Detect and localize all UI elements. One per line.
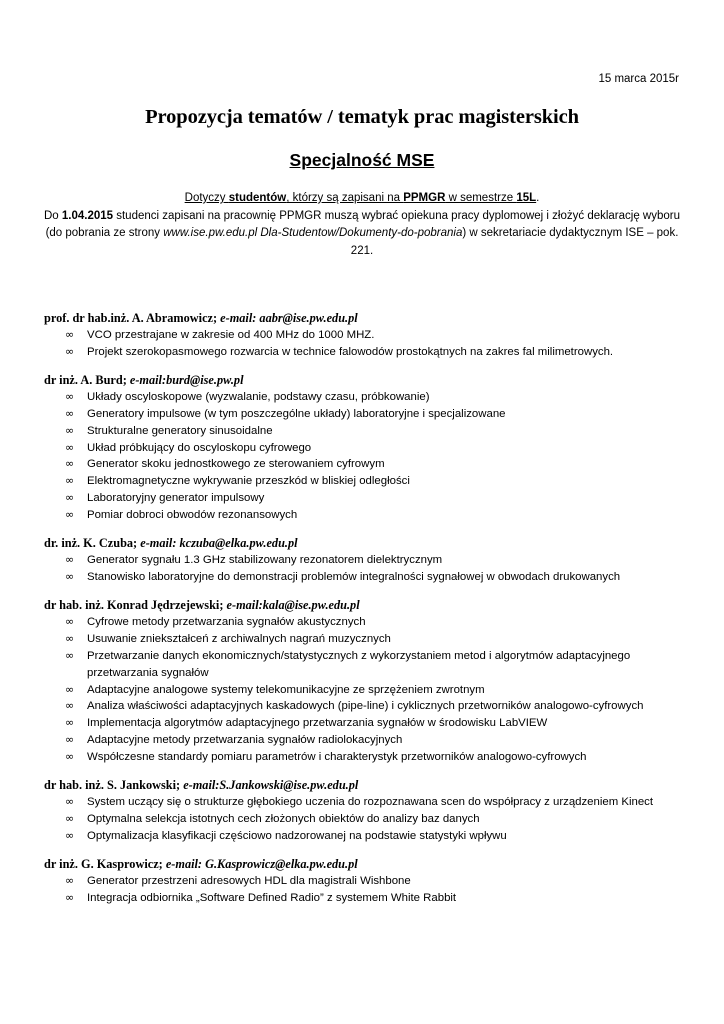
topic-text: Optymalna selekcja istotnych cech złożonych obiektów do analizy baz danych xyxy=(87,812,480,825)
infinity-bullet-icon: ∞ xyxy=(65,491,75,505)
infinity-bullet-icon: ∞ xyxy=(65,344,75,358)
topic-text: Projekt szerokopasmowego rozwarcia w technice falowodów prostokątnych na zakres fal milimetrowych. xyxy=(87,345,614,358)
infinity-bullet-icon: ∞ xyxy=(65,474,75,488)
supervisor-section xyxy=(44,371,694,534)
topic-item xyxy=(44,614,694,631)
intro-paragraph xyxy=(40,190,684,260)
supervisor-heading xyxy=(44,776,694,794)
topic-text: Usuwanie zniekształceń z archiwalnych nagrań muzycznych xyxy=(87,632,391,645)
topic-text: Generator sygnału 1.3 GHz stabilizowany rezonatorem dielektrycznym xyxy=(87,554,443,567)
topic-text: Adaptacyjne metody przetwarzania sygnałów radiolokacyjnych xyxy=(87,734,403,747)
topic-text: Optymalizacja klasyfikacji częściowo nadzorowanej na podstawie statystyki wpływu xyxy=(87,829,507,842)
infinity-bullet-icon: ∞ xyxy=(65,423,75,437)
topic-item xyxy=(44,749,694,766)
intro-website-path: www.ise.pw.edu.pl Dla-Studentow/Dokumenty-do-pobrania xyxy=(163,227,463,239)
topic-text: Generatory impulsowe (w tym poszczególne układy) laboratoryjne i specjalizowane xyxy=(87,407,506,420)
intro-text: ) w sekretariacie dydaktycznym ISE – pok. 221. xyxy=(350,227,679,257)
topic-text: Elektromagnetyczne wykrywanie przeszkód w bliskiej odległości xyxy=(87,475,410,488)
supervisor-heading xyxy=(44,371,694,389)
topic-item xyxy=(44,698,694,715)
topic-item xyxy=(44,873,694,890)
topic-text: Strukturalne generatory sinusoidalne xyxy=(87,424,273,437)
topic-item xyxy=(44,552,694,569)
topic-text: Integracja odbiornika „Software Defined Radio” z systemem White Rabbit xyxy=(87,891,457,904)
topic-text: Współczesne standardy pomiaru parametrów i charakterystyk przetworników analogowo-cyfrowych xyxy=(87,751,587,764)
topic-item xyxy=(44,890,694,907)
supervisor-email: e-mail: aabr@ise.pw.edu.pl xyxy=(220,311,358,325)
topic-text: Przetwarzanie danych ekonomicznych/statystycznych z wykorzystaniem metod i algorytmów adaptacyjnego przetwarzania sygnałów xyxy=(87,649,631,679)
intro-text: w semestrze xyxy=(445,192,517,204)
supervisor-email: e-mail: G.Kasprowicz@elka.pw.edu.pl xyxy=(165,856,358,871)
supervisor-name: dr hab. inż. S. Jankowski; xyxy=(44,778,184,793)
topic-item xyxy=(44,631,694,648)
topic-text: Laboratoryjny generator impulsowy xyxy=(87,492,265,505)
supervisor-name: dr inż. G. Kasprowicz; xyxy=(44,856,166,871)
infinity-bullet-icon: ∞ xyxy=(65,328,75,341)
supervisor-section xyxy=(44,596,694,776)
infinity-bullet-icon: ∞ xyxy=(65,569,75,583)
infinity-bullet-icon: ∞ xyxy=(65,828,75,842)
supervisor-section xyxy=(44,534,694,596)
infinity-bullet-icon: ∞ xyxy=(65,716,75,730)
topic-item xyxy=(44,327,694,344)
topic-item xyxy=(44,344,694,361)
topic-item xyxy=(44,682,694,699)
topic-item xyxy=(44,423,694,440)
intro-text: . xyxy=(536,192,540,204)
infinity-bullet-icon: ∞ xyxy=(65,873,75,887)
topic-item xyxy=(44,456,694,473)
topic-text: Generator przestrzeni adresowych HDL dla magistrali Wishbone xyxy=(87,874,411,887)
supervisor-email: e-mail:S.Jankowski@ise.pw.edu.pl xyxy=(183,778,359,793)
infinity-bullet-icon: ∞ xyxy=(65,631,75,645)
specialty-subtitle: Specjalność MSE xyxy=(289,150,435,170)
infinity-bullet-icon: ∞ xyxy=(65,682,75,696)
supervisor-section xyxy=(44,776,694,855)
supervisor-email: e-mail: kczuba@elka.pw.edu.pl xyxy=(140,536,298,551)
intro-line-1 xyxy=(40,190,684,208)
section-gap xyxy=(44,766,694,776)
topics-list xyxy=(44,794,694,845)
intro-text: Dotyczy xyxy=(184,192,229,204)
infinity-bullet-icon: ∞ xyxy=(65,553,75,567)
topic-item xyxy=(44,440,694,457)
topics-list xyxy=(44,873,694,907)
topic-item xyxy=(44,715,694,732)
topic-text: Adaptacyjne analogowe systemy telekomunikacyjne ze sprzężeniem zwrotnym xyxy=(87,683,485,696)
supervisor-name: prof. dr hab.inż. A. Abramowicz; xyxy=(44,311,221,325)
topic-text: Generator skoku jednostkowego ze sterowaniem cyfrowym xyxy=(87,458,385,471)
infinity-bullet-icon: ∞ xyxy=(65,648,75,662)
topic-text: VCO przestrajane w zakresie od 400 MHz do 1000 MHZ. xyxy=(87,329,375,341)
infinity-bullet-icon: ∞ xyxy=(65,699,75,713)
topic-item xyxy=(44,569,694,586)
topic-text: Układy oscyloskopowe (wyzwalanie, podstawy czasu, próbkowanie) xyxy=(87,390,430,403)
topic-text: System uczący się o strukturze głębokiego uczenia do rozpoznawana scen do współpracy z urządzeniem Kinect xyxy=(87,796,654,809)
topic-text: Implementacja algorytmów adaptacyjnego przetwarzania sygnałów w środowisku LabVIEW xyxy=(87,717,548,730)
intro-text: , którzy są zapisani na xyxy=(286,192,404,204)
topic-text: Pomiar dobroci obwodów rezonansowych xyxy=(87,509,298,522)
topic-item xyxy=(44,507,694,524)
topic-text: Analiza właściwości adaptacyjnych kaskadowych (pipe-line) i cyklicznych przetworników analogowo-cyfrowych xyxy=(87,700,644,713)
topics-list xyxy=(44,614,694,766)
infinity-bullet-icon: ∞ xyxy=(65,750,75,764)
supervisor-heading xyxy=(44,855,694,873)
infinity-bullet-icon: ∞ xyxy=(65,457,75,471)
document-date: 15 marca 2015r xyxy=(598,73,679,85)
intro-bold-deadline: 1.04.2015 xyxy=(61,209,114,222)
intro-text: studenci zapisani na pracownię PPMGR muszą wybrać opiekuna pracy dyplomowej i złożyć deklarację wyboru (do pobrania ze strony xyxy=(45,209,681,239)
infinity-bullet-icon: ∞ xyxy=(65,795,75,809)
infinity-bullet-icon: ∞ xyxy=(65,614,75,628)
supervisor-section xyxy=(44,855,694,907)
infinity-bullet-icon: ∞ xyxy=(65,440,75,454)
topic-item xyxy=(44,828,694,845)
topic-item xyxy=(44,648,694,682)
supervisor-name: dr. inż. K. Czuba; xyxy=(44,536,141,551)
section-gap xyxy=(44,845,694,855)
topic-text: Cyfrowe metody przetwarzania sygnałów akustycznych xyxy=(87,615,366,628)
document-title: Propozycja tematów / tematyk prac magisterskich xyxy=(145,106,579,128)
supervisor-heading xyxy=(44,309,694,327)
supervisor-email: e-mail:burd@ise.pw.pl xyxy=(129,372,244,387)
infinity-bullet-icon: ∞ xyxy=(65,508,75,522)
section-gap xyxy=(44,524,694,534)
supervisor-section xyxy=(44,309,694,371)
topic-text: Układ próbkujący do oscyloskopu cyfrowego xyxy=(87,441,312,454)
supervisor-name: dr hab. inż. Konrad Jędrzejewski; xyxy=(44,597,227,612)
topic-item xyxy=(44,732,694,749)
infinity-bullet-icon: ∞ xyxy=(65,890,75,904)
supervisor-email: e-mail:kala@ise.pw.edu.pl xyxy=(226,597,360,612)
topic-item xyxy=(44,406,694,423)
topic-item xyxy=(44,473,694,490)
topic-item xyxy=(44,794,694,811)
section-gap xyxy=(44,586,694,596)
infinity-bullet-icon: ∞ xyxy=(65,733,75,747)
topics-list xyxy=(44,389,694,524)
intro-line-2 xyxy=(40,208,684,261)
topics-list xyxy=(44,327,694,361)
supervisor-name: dr inż. A. Burd; xyxy=(44,372,130,387)
supervisor-heading xyxy=(44,596,694,614)
topic-item xyxy=(44,389,694,406)
section-gap xyxy=(44,361,694,371)
supervisor-heading xyxy=(44,534,694,552)
infinity-bullet-icon: ∞ xyxy=(65,389,75,403)
topics-list xyxy=(44,552,694,586)
topic-item xyxy=(44,490,694,507)
intro-text: Do xyxy=(43,209,62,222)
topic-item xyxy=(44,811,694,828)
intro-bold-students: studentów xyxy=(228,192,287,204)
infinity-bullet-icon: ∞ xyxy=(65,811,75,825)
intro-bold-ppmgr: PPMGR xyxy=(403,192,446,204)
supervisors-list xyxy=(44,309,694,907)
intro-bold-semester: 15L xyxy=(516,192,537,204)
infinity-bullet-icon: ∞ xyxy=(65,406,75,420)
topic-text: Stanowisko laboratoryjne do demonstracji problemów integralności sygnałowej w obwodach drukowanych xyxy=(87,570,621,583)
